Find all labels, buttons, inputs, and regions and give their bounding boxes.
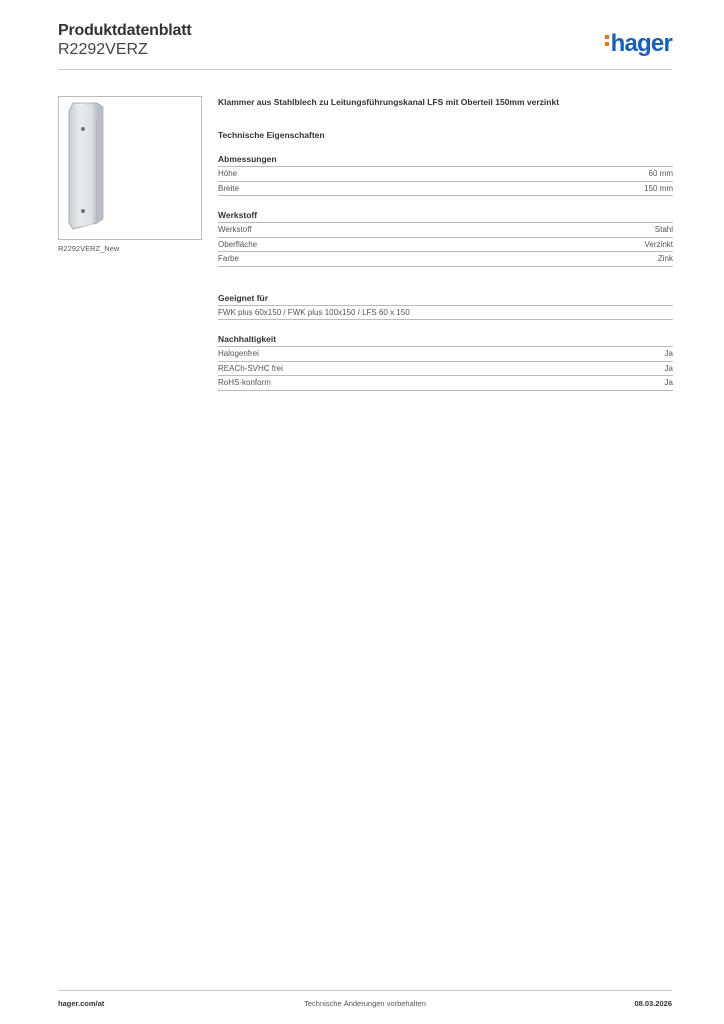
footer-date: 08.03.2026 <box>634 999 672 1008</box>
row-value: Ja <box>664 378 673 387</box>
table-row <box>218 238 673 253</box>
page-header <box>58 22 672 70</box>
section-title: Geeignet für <box>218 293 673 306</box>
product-image <box>58 96 202 240</box>
section-title: Werkstoff <box>218 210 673 223</box>
row-label: Höhe <box>218 169 238 178</box>
row-label: Farbe <box>218 254 239 263</box>
row-value: 60 mm <box>648 169 673 178</box>
row-value: 150 mm <box>644 183 673 193</box>
row-value: Verzinkt <box>644 239 673 249</box>
footer-notice: Technische Änderungen vorbehalten <box>304 999 426 1008</box>
product-description: Klammer aus Stahlblech zu Leitungsführungskanal LFS mit Oberteil 150mm verzinkt <box>218 97 560 107</box>
row-value: Ja <box>664 349 673 358</box>
logo-dots-icon <box>605 32 611 49</box>
page-footer <box>58 990 672 1012</box>
section-suitable-for <box>218 293 673 321</box>
row-value: Ja <box>664 363 673 373</box>
footer-website-link[interactable]: hager.com/at <box>58 999 105 1008</box>
table-row <box>218 182 673 197</box>
section-title: Nachhaltigkeit <box>218 334 673 347</box>
section-material <box>218 210 673 267</box>
table-row <box>218 306 673 321</box>
technical-properties-heading: Technische Eigenschaften <box>218 130 325 140</box>
table-row <box>218 252 673 267</box>
section-dimensions <box>218 154 673 196</box>
row-label: Breite <box>218 183 239 193</box>
product-code: R2292VERZ <box>58 41 148 58</box>
clamp-bracket-icon <box>59 97 201 239</box>
row-value: Zink <box>657 254 673 263</box>
row-value: Stahl <box>654 225 673 234</box>
table-row <box>218 223 673 238</box>
row-label: Oberfläche <box>218 239 258 249</box>
section-title: Abmessungen <box>218 154 673 167</box>
section-sustainability <box>218 334 673 391</box>
row-label: REACh-SVHC frei <box>218 363 283 373</box>
row-label: RoHS-konform <box>218 378 271 387</box>
table-row <box>218 376 673 391</box>
table-row <box>218 167 673 182</box>
image-caption: R2292VERZ_New <box>58 244 120 253</box>
row-label: FWK plus 60x150 / FWK plus 100x150 / LFS 60 x 150 <box>218 307 410 317</box>
logo-text: hager <box>610 30 672 57</box>
row-label: Werkstoff <box>218 225 252 234</box>
table-row <box>218 347 673 362</box>
row-label: Halogenfrei <box>218 349 259 358</box>
hager-logo <box>605 30 672 58</box>
table-row <box>218 362 673 377</box>
product-details <box>218 96 673 391</box>
document-title: Produktdatenblatt <box>58 22 192 39</box>
